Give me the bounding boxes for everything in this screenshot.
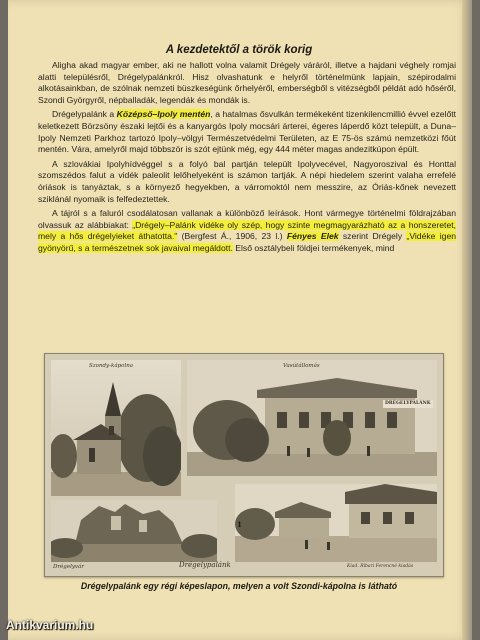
highlight-kozepso-ipoly: Középső–Ipoly mentén: [116, 109, 211, 120]
paragraph-4-lead: A tájról s a faluról csodálatosan vallanak a különböző leírások. Hont vármegye történelmi földrajzában olvassuk az alábbiakat:: [38, 208, 456, 230]
page-number: 1: [237, 520, 242, 529]
highlight-quote-fenyes: „Vidéke igen gyönyörű, s a természetnek sok javaival megáldott.: [38, 231, 457, 253]
photo-village: [235, 484, 437, 562]
photo-chapel: [51, 360, 181, 496]
paragraph-2: [38, 109, 456, 155]
chapter-heading: A kezdetektől a török korig: [165, 44, 313, 56]
page-edge: [462, 0, 472, 640]
highlight-quote-bergfest: „Drégely–Palánk vidéke oly szép, hogy szinte megmagyarázható az a honszeretet, mely a hős drégelyieket áthatotta.": [38, 219, 456, 242]
label-chapel: Szondy-kápolna: [89, 363, 134, 369]
watermark: Antikvarium.hu: [6, 618, 94, 632]
photo-ruins: [51, 500, 217, 562]
paragraph-4-citation: (Bergfest Á., 1906, 23 l.): [177, 231, 287, 242]
paragraph-4-mid: szerint Drégely: [338, 231, 407, 242]
paragraph-4: [38, 208, 456, 254]
paragraph-2-rest: , a hatalmas ősvulkán termékeként tizenkilencmillió évvel ezelőtt keletkezett Börzsöny északi lejtői és a kanyargós Ipoly mocsári árterei, égeres láperdő közt települt, a Duna–Ipoly Nemzeti Parkhoz tartozó Ipoly–völgyi Természetvédelmi Területen, az E 75-ös számú nemzetközi főút mentén. Vára, amelyről majd többször is szót ejtünk még, egy 444 méter magas andezitkúpon épült.: [38, 109, 456, 155]
highlight-fenyes-elek: Fényes Elek: [286, 231, 339, 242]
figure-caption: Drégelypalánk egy régi képeslapon, melyen a volt Szondi-kápolna is látható: [80, 581, 398, 591]
paragraph-4-end: Első osztálybeli földjei termékenyek, mind: [232, 242, 395, 253]
article-body: [38, 60, 456, 258]
paragraph-2-lead: Drégelypalánk a: [52, 109, 117, 120]
photo-station: [187, 360, 437, 476]
paragraph-3-text: A szlovákiai Ipolyhídvéggel s a folyó bal partján települt Ipolyvecével, Nagyoroszival és Honttal szomszédos falut a vidék paleolit lelőhelyeként is számon tartják. A népi hiedelem szerint valaha errefelé óriások is tanyáztak, s a környező hegyekben, a várromoktól nem messzire, az Óriás-kőnek nevezett sziklánál nyomaik is felfedeztettek.: [38, 158, 456, 204]
paragraph-3: [38, 159, 456, 205]
label-publisher: Kiad. Ribari Ferencné kiadás: [347, 564, 414, 569]
paragraph-1-text: Aligha akad magyar ember, aki ne hallott volna valamit Drégely váráról, illetve a hajdani véghely romjai alatti településről, Drégelypalánkról. Hisz olvashatunk e helyről történelmünk lapjain, szépirodalmi alkotásainkban, de szólnak nemzeti büszkeségünk őrhelyéről, emberségből s vitézségből példát adó hőséről, Szondi Györgyről, népballadák, legendák és mondák is.: [38, 60, 456, 105]
book-page: [8, 0, 470, 640]
label-station: Vasútállomás: [283, 363, 320, 369]
label-postcard-title: Drégelypalánk: [179, 561, 231, 569]
label-ruins: Drégelyvár: [53, 564, 84, 570]
old-postcard: [44, 353, 444, 577]
paragraph-1: [38, 60, 456, 106]
label-station-sign: DRÉGELYPALÁNK: [385, 401, 431, 406]
